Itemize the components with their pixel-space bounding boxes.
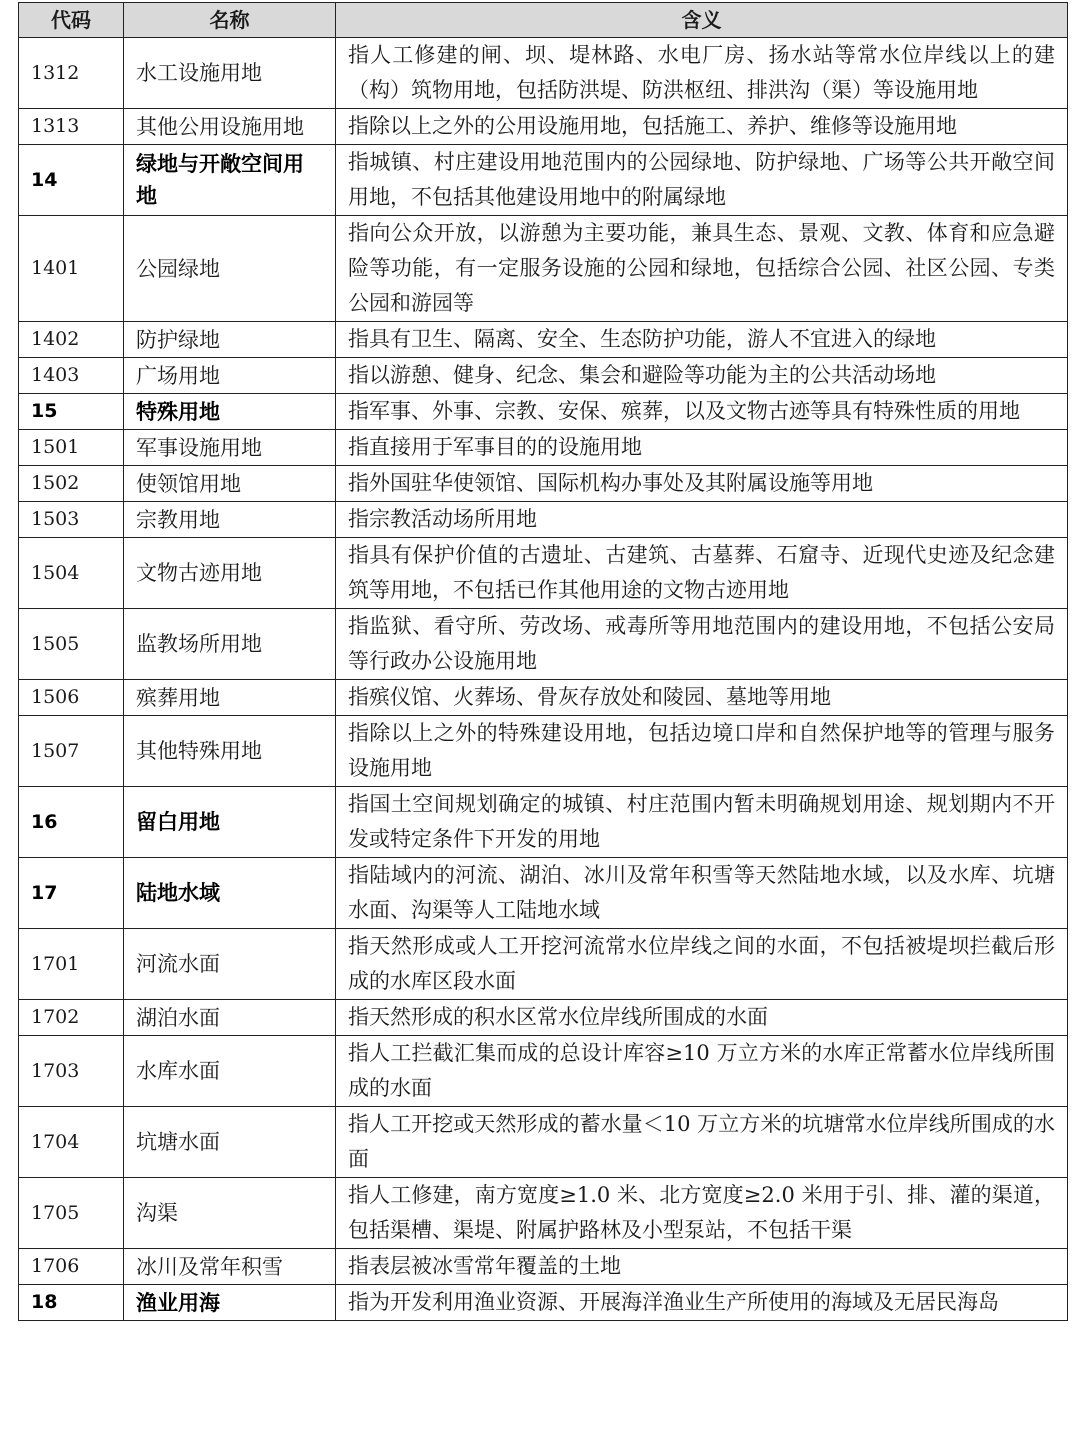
name-cell: 陆地水域: [124, 858, 336, 929]
code-cell: 16: [19, 787, 124, 858]
table-row: [19, 538, 1068, 609]
name-cell: 广场用地: [124, 358, 336, 394]
name-cell: 绿地与开敞空间用地: [124, 145, 336, 216]
name-cell: 湖泊水面: [124, 1000, 336, 1036]
description-cell: 指除以上之外的特殊建设用地，包括边境口岸和自然保护地等的管理与服务设施用地: [336, 716, 1068, 787]
description-cell: 指人工修建，南方宽度≥1.0 米、北方宽度≥2.0 米用于引、排、灌的渠道，包括渠槽、渠堤、附属护路林及小型泵站，不包括干渠: [336, 1178, 1068, 1249]
code-cell: 15: [19, 394, 124, 430]
name-cell: 冰川及常年积雪: [124, 1249, 336, 1285]
description-cell: 指国土空间规划确定的城镇、村庄范围内暂未明确规划用途、规划期内不开发或特定条件下开发的用地: [336, 787, 1068, 858]
code-cell: 14: [19, 145, 124, 216]
description-cell: 指陆域内的河流、湖泊、冰川及常年积雪等天然陆地水域，以及水库、坑塘水面、沟渠等人工陆地水域: [336, 858, 1068, 929]
table-row: [19, 787, 1068, 858]
header-code: 代码: [19, 3, 124, 38]
table-row: [19, 929, 1068, 1000]
table-row: [19, 1178, 1068, 1249]
code-cell: 1704: [19, 1107, 124, 1178]
header-desc: 含义: [336, 3, 1068, 38]
table-row: [19, 680, 1068, 716]
code-cell: 1505: [19, 609, 124, 680]
code-cell: 1506: [19, 680, 124, 716]
name-cell: 公园绿地: [124, 216, 336, 322]
name-cell: 其他特殊用地: [124, 716, 336, 787]
land-use-classification-table: [18, 2, 1068, 1321]
name-cell: 宗教用地: [124, 502, 336, 538]
name-cell: 使领馆用地: [124, 466, 336, 502]
code-cell: 17: [19, 858, 124, 929]
description-cell: 指天然形成或人工开挖河流常水位岸线之间的水面，不包括被堤坝拦截后形成的水库区段水面: [336, 929, 1068, 1000]
table-row: [19, 502, 1068, 538]
table-row: [19, 1107, 1068, 1178]
code-cell: 1706: [19, 1249, 124, 1285]
table-row: [19, 858, 1068, 929]
table-row: [19, 394, 1068, 430]
code-cell: 1502: [19, 466, 124, 502]
name-cell: 殡葬用地: [124, 680, 336, 716]
description-cell: 指人工修建的闸、坝、堤林路、水电厂房、扬水站等常水位岸线以上的建（构）筑物用地，包括防洪堤、防洪枢纽、排洪沟（渠）等设施用地: [336, 38, 1068, 109]
code-cell: 1403: [19, 358, 124, 394]
code-cell: 1503: [19, 502, 124, 538]
code-cell: 1401: [19, 216, 124, 322]
description-cell: 指监狱、看守所、劳改场、戒毒所等用地范围内的建设用地，不包括公安局等行政办公设施用地: [336, 609, 1068, 680]
name-cell: 坑塘水面: [124, 1107, 336, 1178]
code-cell: 1702: [19, 1000, 124, 1036]
code-cell: 18: [19, 1285, 124, 1321]
name-cell: 渔业用海: [124, 1285, 336, 1321]
code-cell: 1501: [19, 430, 124, 466]
name-cell: 特殊用地: [124, 394, 336, 430]
code-cell: 1701: [19, 929, 124, 1000]
table-row: [19, 322, 1068, 358]
description-cell: 指具有卫生、隔离、安全、生态防护功能，游人不宜进入的绿地: [336, 322, 1068, 358]
table-header-row: [19, 3, 1068, 38]
table-row: [19, 38, 1068, 109]
name-cell: 水工设施用地: [124, 38, 336, 109]
code-cell: 1705: [19, 1178, 124, 1249]
name-cell: 水库水面: [124, 1036, 336, 1107]
header-name: 名称: [124, 3, 336, 38]
name-cell: 沟渠: [124, 1178, 336, 1249]
table-row: [19, 1285, 1068, 1321]
table-row: [19, 466, 1068, 502]
table-row: [19, 145, 1068, 216]
description-cell: 指军事、外事、宗教、安保、殡葬，以及文物古迹等具有特殊性质的用地: [336, 394, 1068, 430]
code-cell: 1313: [19, 109, 124, 145]
description-cell: 指具有保护价值的古遗址、古建筑、古墓葬、石窟寺、近现代史迹及纪念建筑等用地，不包括已作其他用途的文物古迹用地: [336, 538, 1068, 609]
name-cell: 防护绿地: [124, 322, 336, 358]
name-cell: 河流水面: [124, 929, 336, 1000]
name-cell: 监教场所用地: [124, 609, 336, 680]
description-cell: 指宗教活动场所用地: [336, 502, 1068, 538]
code-cell: 1402: [19, 322, 124, 358]
description-cell: 指除以上之外的公用设施用地，包括施工、养护、维修等设施用地: [336, 109, 1068, 145]
table-row: [19, 716, 1068, 787]
name-cell: 文物古迹用地: [124, 538, 336, 609]
table-row: [19, 1000, 1068, 1036]
table-row: [19, 358, 1068, 394]
description-cell: 指向公众开放，以游憩为主要功能，兼具生态、景观、文教、体育和应急避险等功能，有一定服务设施的公园和绿地，包括综合公园、社区公园、专类公园和游园等: [336, 216, 1068, 322]
description-cell: 指天然形成的积水区常水位岸线所围成的水面: [336, 1000, 1068, 1036]
table-row: [19, 109, 1068, 145]
description-cell: 指城镇、村庄建设用地范围内的公园绿地、防护绿地、广场等公共开敞空间用地，不包括其他建设用地中的附属绿地: [336, 145, 1068, 216]
description-cell: 指直接用于军事目的的设施用地: [336, 430, 1068, 466]
description-cell: 指人工开挖或天然形成的蓄水量＜10 万立方米的坑塘常水位岸线所围成的水面: [336, 1107, 1068, 1178]
code-cell: 1312: [19, 38, 124, 109]
table-row: [19, 1249, 1068, 1285]
description-cell: 指以游憩、健身、纪念、集会和避险等功能为主的公共活动场地: [336, 358, 1068, 394]
description-cell: 指外国驻华使领馆、国际机构办事处及其附属设施等用地: [336, 466, 1068, 502]
table-row: [19, 1036, 1068, 1107]
name-cell: 留白用地: [124, 787, 336, 858]
code-cell: 1507: [19, 716, 124, 787]
code-cell: 1504: [19, 538, 124, 609]
description-cell: 指为开发利用渔业资源、开展海洋渔业生产所使用的海域及无居民海岛: [336, 1285, 1068, 1321]
name-cell: 其他公用设施用地: [124, 109, 336, 145]
description-cell: 指殡仪馆、火葬场、骨灰存放处和陵园、墓地等用地: [336, 680, 1068, 716]
description-cell: 指人工拦截汇集而成的总设计库容≥10 万立方米的水库正常蓄水位岸线所围成的水面: [336, 1036, 1068, 1107]
code-cell: 1703: [19, 1036, 124, 1107]
table-row: [19, 430, 1068, 466]
table-row: [19, 216, 1068, 322]
name-cell: 军事设施用地: [124, 430, 336, 466]
table-row: [19, 609, 1068, 680]
description-cell: 指表层被冰雪常年覆盖的土地: [336, 1249, 1068, 1285]
